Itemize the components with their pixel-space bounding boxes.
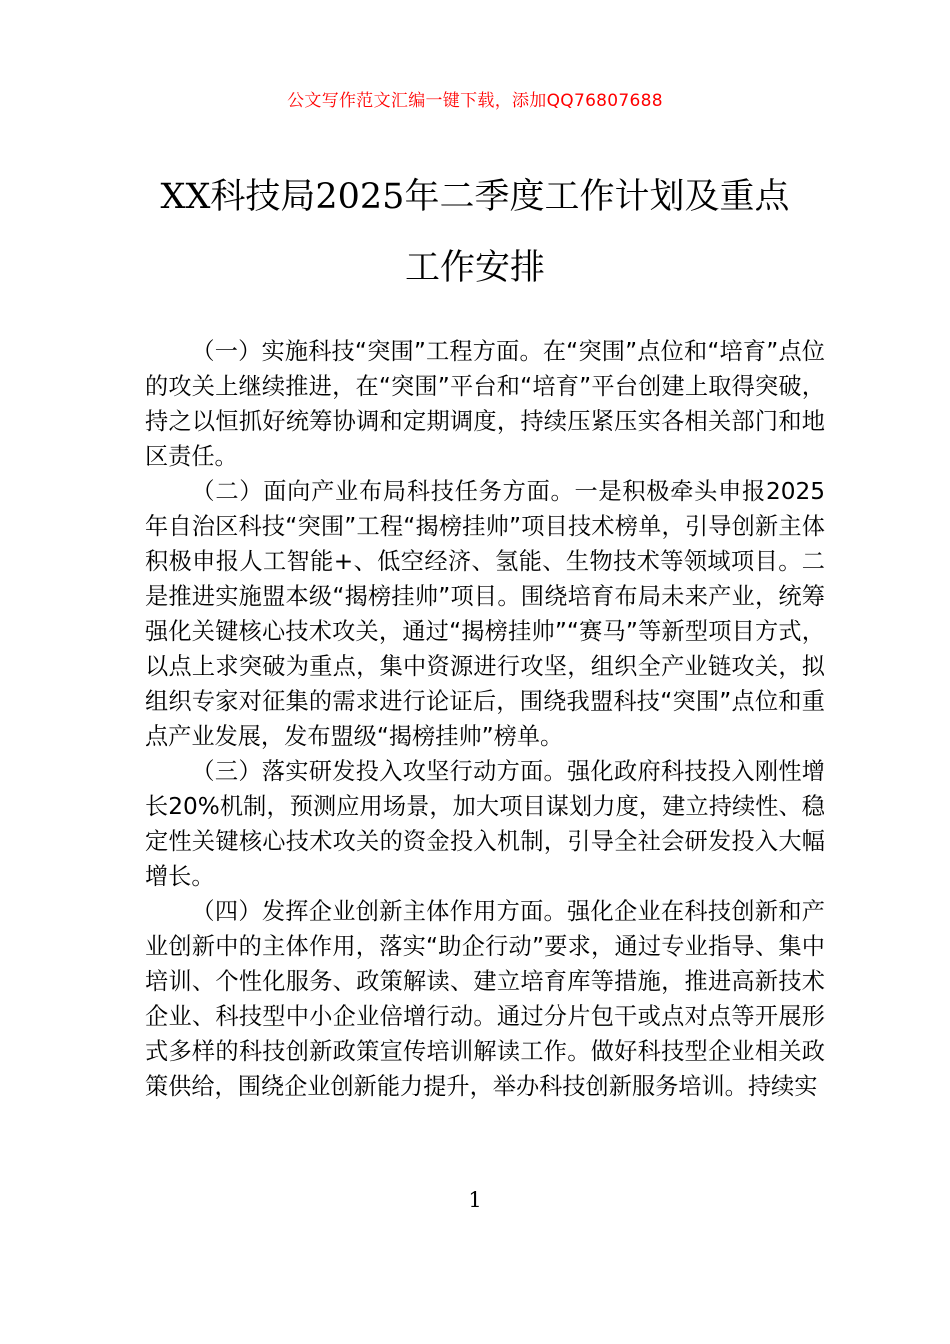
page-number: 1 (468, 1188, 482, 1212)
paragraph-1: （一）实施科技“突围”工程方面。在“突围”点位和“培育”点位的攻关上继续推进，在“突围”平台和“培育”平台创建上取得突破，持之以恒抓好统筹协调和定期调度，持续压紧压实各相关部门和地区责任。 (145, 338, 825, 470)
paragraph-2: （二）面向产业布局科技任务方面。一是积极牵头申报2025年自治区科技“突围”工程“揭榜挂帅”项目技术榜单，引导创新主体积极申报人工智能+、低空经济、氢能、生物技术等领域项目。二是推进实施盟本级“揭榜挂帅”项目。围绕培育布局未来产业，统筹强化关键核心技术攻关，通过“揭榜挂帅”“赛马”等新型项目方式，以点上求突破为重点，集中资源进行攻坚，组织全产业链攻关，拟组织专家对征集的需求进行论证后，围绕我盟科技“突围”点位和重点产业发展，发布盟级“揭榜挂帅”榜单。 (145, 478, 825, 750)
document-title-line-2: 工作安排 (404, 248, 545, 288)
header-promo-note: 公文写作范文汇编一键下载，添加QQ76807688 (287, 91, 663, 111)
paragraph-4: （四）发挥企业创新主体作用方面。强化企业在科技创新和产业创新中的主体作用，落实“助企行动”要求，通过专业指导、集中培训、个性化服务、政策解读、建立培育库等措施，推进高新技术企业、科技型中小企业倍增行动。通过分片包干或点对点等开展形式多样的科技创新政策宣传培训解读工作。做好科技型企业相关政策供给，围绕企业创新能力提升，举办科技创新服务培训。持续实 (145, 898, 825, 1100)
document-title-line-1: XX科技局2025年二季度工作计划及重点 (160, 177, 790, 217)
paragraph-3: （三）落实研发投入攻坚行动方面。强化政府科技投入刚性增长20%机制，预测应用场景，加大项目谋划力度，建立持续性、稳定性关键核心技术攻关的资金投入机制，引导全社会研发投入大幅增长。 (145, 758, 825, 890)
document-body (145, 334, 825, 1104)
